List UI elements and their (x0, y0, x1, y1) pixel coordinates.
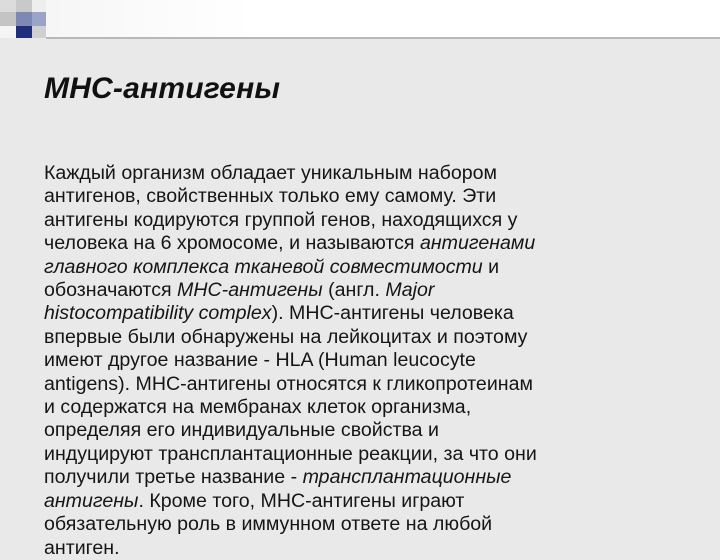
text-line (44, 419, 710, 442)
text-line (44, 255, 710, 279)
text-line (44, 185, 710, 208)
text-run: антиген. (44, 536, 120, 559)
text-run: индуцируют трансплантационные реакции, за что они (44, 442, 537, 465)
text-run: . Кроме того, MHC-антигены играют (138, 489, 465, 512)
text-line (44, 232, 710, 255)
text-line (44, 466, 710, 489)
text-line (44, 302, 710, 325)
text-run: антигенов, свойственных только ему самому. Эти (44, 185, 497, 208)
italic-text-run: histocompatibility complex (44, 302, 272, 325)
text-line (44, 372, 710, 396)
decorative-square (32, 12, 46, 26)
text-run: определяя его индивидуальные свойства и (44, 419, 439, 442)
text-run: (англ. (322, 279, 386, 302)
text-line (44, 396, 710, 419)
text-run: антигены кодируются группой генов, находящихся у (44, 208, 518, 231)
decorative-square (16, 26, 32, 38)
text-line (44, 536, 710, 560)
text-run: человека на 6 хромосоме, и называются (44, 232, 420, 255)
italic-text-run: трансплантационные (302, 466, 512, 489)
header-band (0, 0, 720, 38)
body-paragraph (44, 162, 710, 560)
text-line (44, 442, 710, 466)
decorative-square (32, 26, 46, 38)
text-line (44, 325, 710, 349)
text-run: имеют другое название - HLA (Human leucocyte (44, 349, 476, 372)
text-run: Каждый организм обладает уникальным набором (44, 162, 497, 184)
text-run: antigens). MHC-антигены относятся к гликопротеинам (44, 372, 533, 395)
slide-title: MHC-антигены (44, 72, 281, 105)
text-run: получили третье название - (44, 466, 303, 489)
decorative-square (0, 0, 16, 12)
header-divider (46, 37, 720, 39)
italic-text-run: антигенами (419, 232, 536, 255)
italic-text-run: главного комплекса тканевой совместимости (44, 255, 483, 278)
text-run: и содержатся на мембранах клеток организма, (44, 396, 472, 419)
text-run: и (482, 255, 500, 278)
italic-text-run: MHC-антигены (177, 279, 323, 302)
decorative-square (16, 12, 32, 26)
decorative-square (32, 0, 46, 12)
text-line (44, 513, 710, 536)
italic-text-run: Major (385, 279, 435, 302)
text-line (44, 489, 710, 513)
italic-text-run: антигены (44, 489, 139, 512)
text-run: впервые были обнаружены на лейкоцитах и поэтому (44, 325, 528, 348)
text-run: ). MHC-антигены человека (271, 302, 514, 325)
text-line (44, 162, 710, 185)
decorative-square (0, 12, 16, 26)
text-line (44, 208, 710, 232)
text-run: обязательную роль в иммунном ответе на любой (44, 513, 493, 536)
text-line (44, 349, 710, 372)
decorative-square (16, 0, 32, 12)
text-run: обозначаются (44, 279, 178, 302)
text-line (44, 279, 710, 302)
